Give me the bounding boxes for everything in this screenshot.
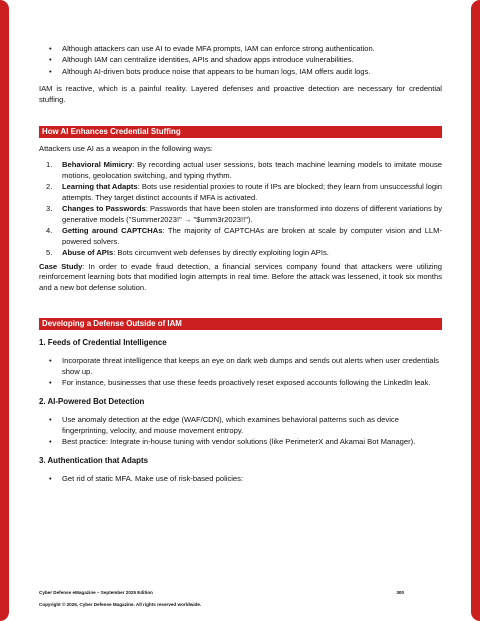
footer-copyright: Copyright © 2025, Cyber Defense Magazine. All rights reserved worldwide. <box>39 602 202 607</box>
list-item: • Get rid of static MFA. Make use of risk-based policies: <box>62 474 442 485</box>
list-item <box>46 182 442 203</box>
item-text: : Bots use residential proxies to route if IPs are blocked; they learn from unsuccessful login attempts. They target distinct accounts if MFA is activated. <box>62 182 442 202</box>
ai-methods-list <box>39 160 442 259</box>
item-number: 3. <box>46 204 53 214</box>
item-text: : Bots circumvent web defenses by directly exploiting login APIs. <box>113 248 329 258</box>
list-item: • Use anomaly detection at the edge (WAF/CDN), which examines behavioral patterns such as device fingerprinting, velocity, and mouse movement entropy. <box>62 415 442 436</box>
list-item: • Although attackers can use AI to evade MFA prompts, IAM can enforce strong authentication. <box>62 44 442 55</box>
adaptive-auth-list <box>39 474 442 485</box>
list-item <box>46 160 442 181</box>
section-heading-defense: Developing a Defense Outside of IAM <box>39 318 442 330</box>
article-page <box>39 44 442 485</box>
page-number: 300 <box>396 590 404 595</box>
bot-detection-list <box>39 415 442 448</box>
subheading-bot-detection: 2. AI-Powered Bot Detection <box>39 397 145 407</box>
item-number: 4. <box>46 226 53 236</box>
left-red-edge <box>0 0 9 621</box>
right-red-edge <box>471 0 480 621</box>
case-study-paragraph <box>39 262 442 294</box>
list-item: • For instance, businesses that use these feeds proactively reset exposed accounts following the LinkedIn leak. <box>62 378 442 389</box>
list-item <box>46 204 442 225</box>
item-number: 1. <box>46 160 53 170</box>
footer-edition-line <box>39 590 442 595</box>
section1-lead: Attackers use AI as a weapon in the following ways: <box>39 143 213 153</box>
item-term: Behavioral Mimicry <box>62 160 133 170</box>
section-heading-ai-enhances: How AI Enhances Credential Stuffing <box>39 126 442 138</box>
item-text: : Passwords that have been stolen are transformed into dozens of different variations by generative models ("Summer2023!" → "$umm3r2023!!"). <box>62 204 442 224</box>
item-term: Abuse of APIs <box>62 248 114 258</box>
case-study-label: Case Study <box>39 261 83 271</box>
list-item <box>46 226 443 247</box>
case-study-text: : In order to evade fraud detection, a financial services company found that attackers were utilizing reinforcement learning bots that modified login attempts in real time. Before the attack was lessened, it took six months and a new bot defense solution. <box>39 261 443 292</box>
item-text: : By recording actual user sessions, bots teach machine learning models to imitate mouse motions, geolocation switching, and typing rhythm. <box>62 160 442 180</box>
item-text: : The majority of CAPTCHAs are broken at scale by computer vision and LLM-powered solvers. <box>62 226 443 246</box>
item-number: 2. <box>46 182 53 192</box>
item-term: Getting around CAPTCHAs <box>62 226 163 236</box>
subheading-credential-intelligence: 1. Feeds of Credential Intelligence <box>39 338 167 348</box>
list-item <box>46 248 442 259</box>
subheading-adaptive-auth: 3. Authentication that Adapts <box>39 455 149 465</box>
item-number: 5. <box>46 248 53 258</box>
credential-intelligence-list <box>39 356 442 389</box>
list-item: • Best practice: Integrate in-house tuning with vendor solutions (like PerimeterX and Akamai Bot Manager). <box>62 437 442 448</box>
item-term: Changes to Passwords <box>62 204 146 214</box>
footer-edition: Cyber Defense eMagazine – September 2025 Edition <box>39 590 153 595</box>
intro-bullet-list <box>39 44 442 77</box>
list-item: • Although AI-driven bots produce noise that appears to be human logs, IAM offers audit logs. <box>62 67 442 78</box>
intro-paragraph: IAM is reactive, which is a painful reality. Layered defenses and proactive detection are necessary for credential stuffing. <box>39 84 442 104</box>
item-term: Learning that Adapts <box>62 182 138 192</box>
list-item: • Incorporate threat intelligence that keeps an eye on dark web dumps and sends out alerts when user credentials show up. <box>62 356 442 377</box>
list-item: • Although IAM can centralize identities, APIs and shadow apps introduce vulnerabilities. <box>62 55 442 66</box>
